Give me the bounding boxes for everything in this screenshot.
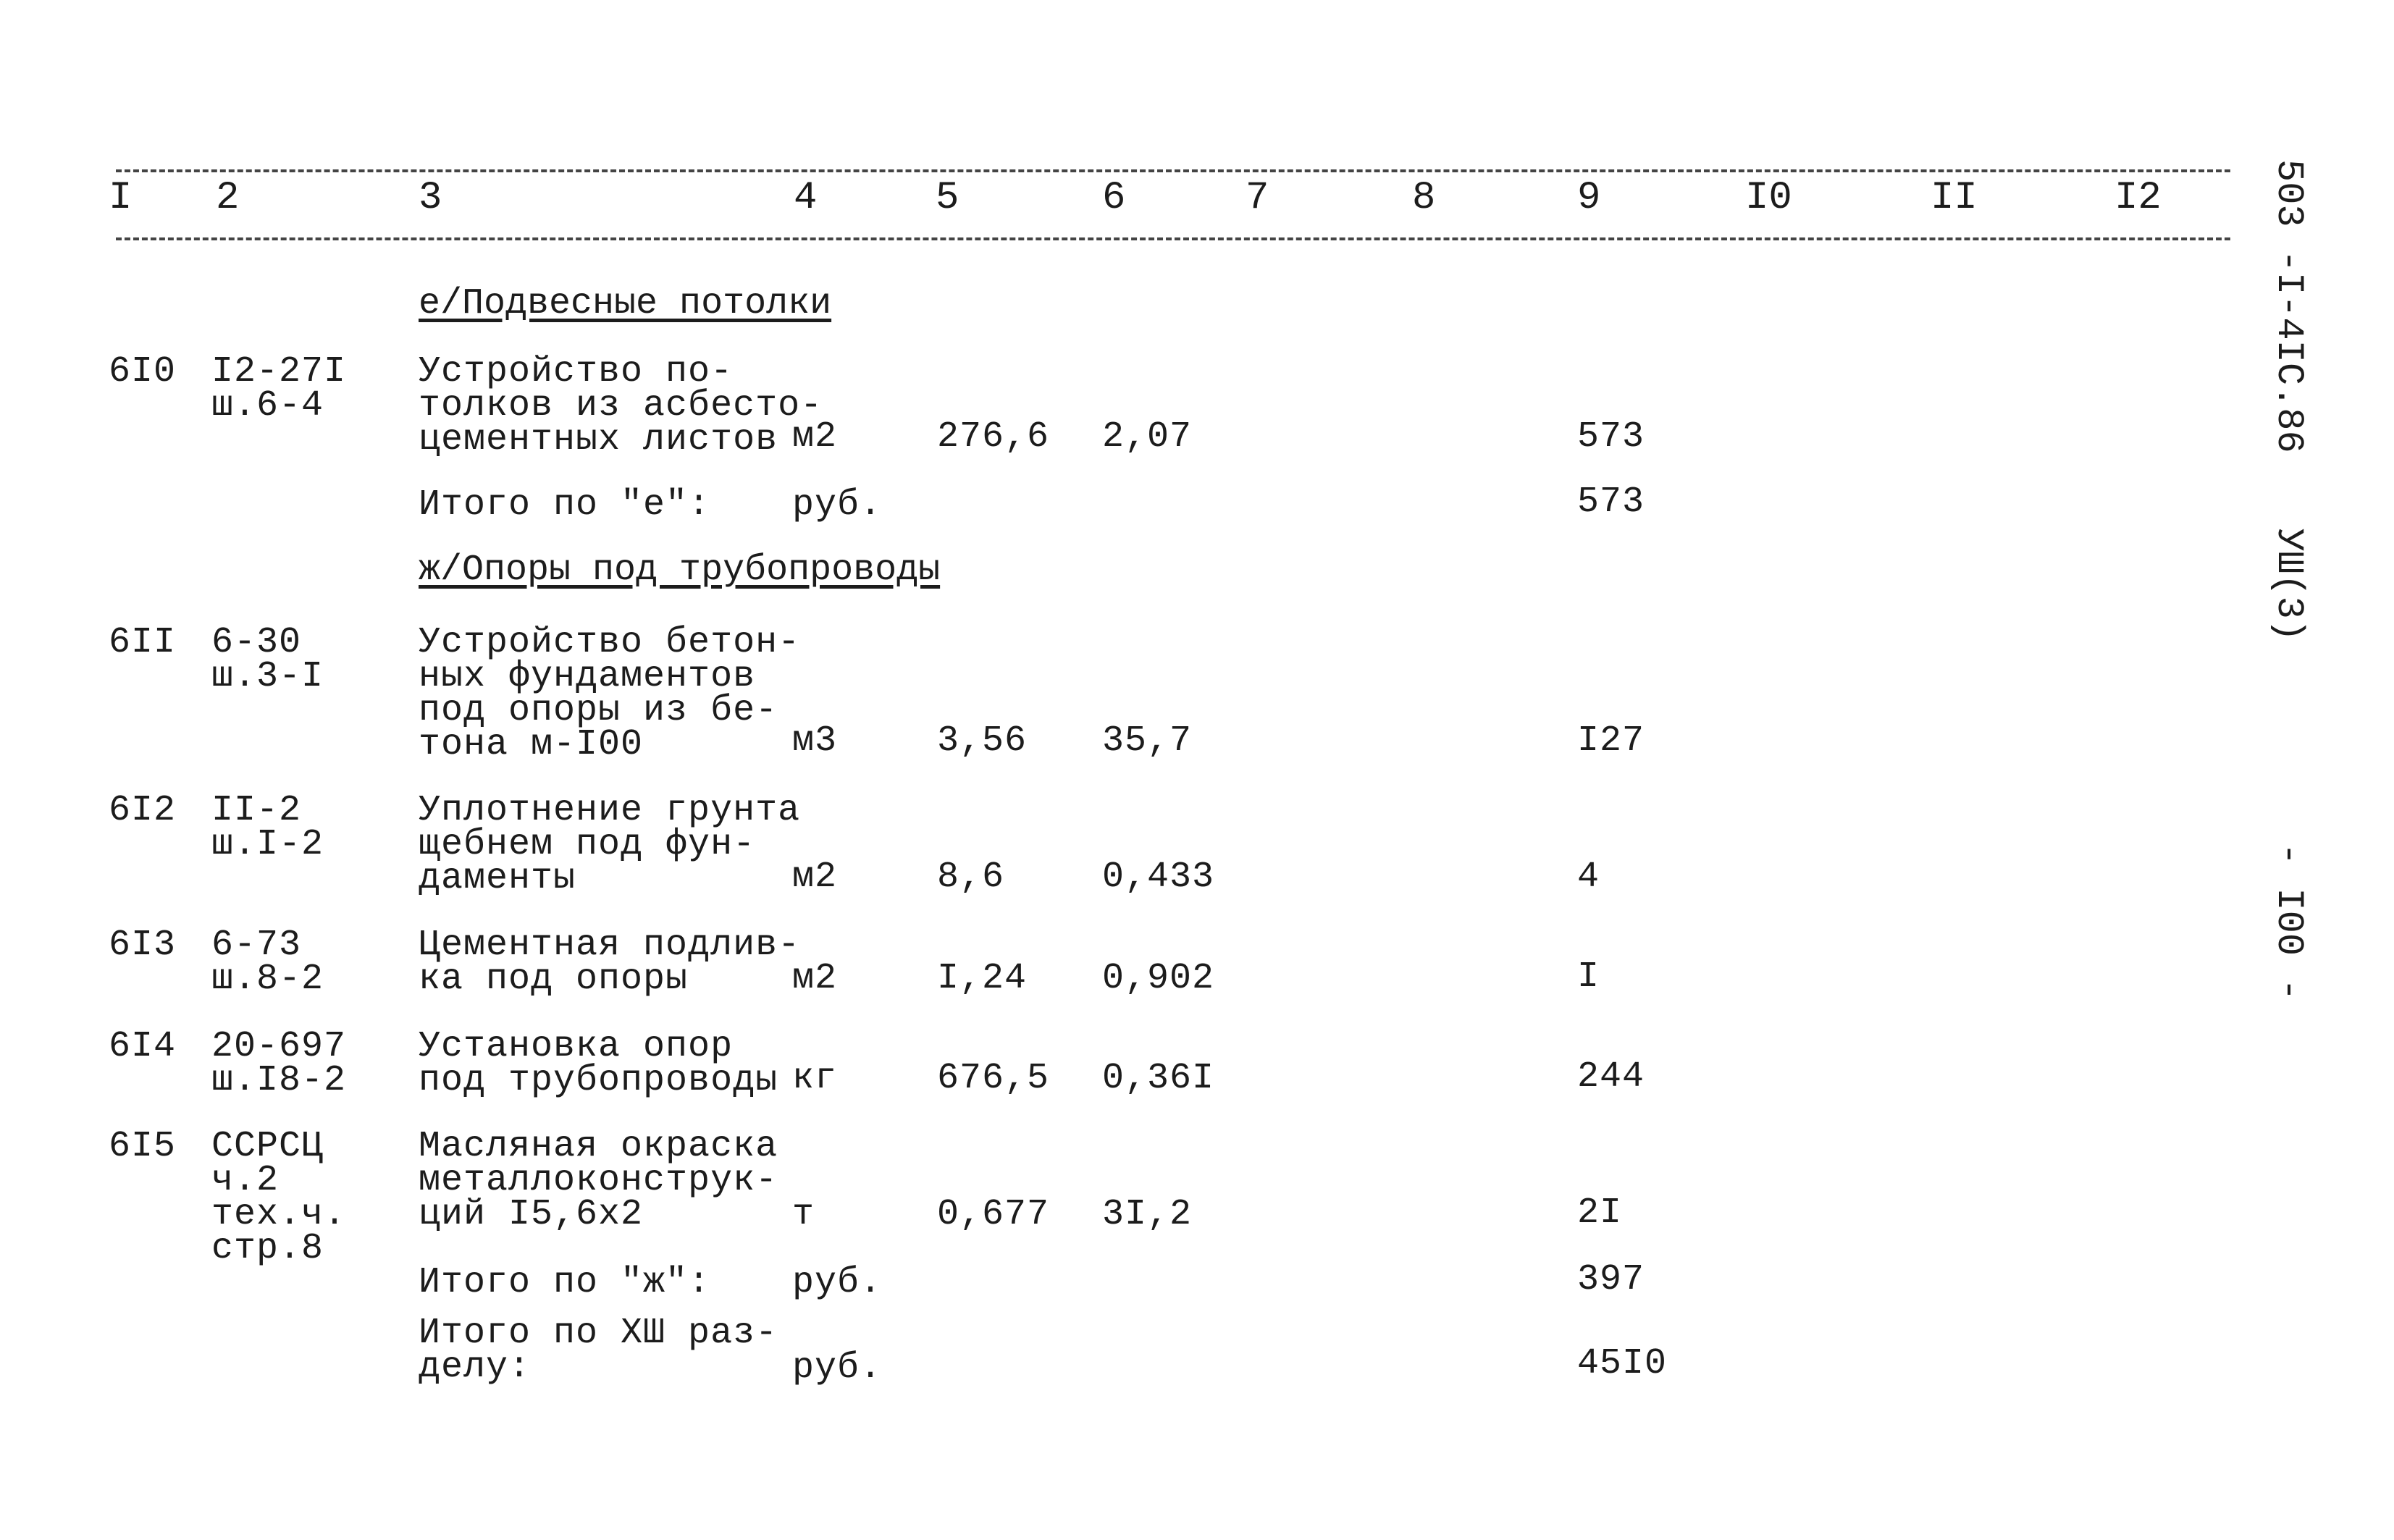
- header-bottom-rule: [116, 237, 2230, 240]
- row-code: 20-697 ш.I8-2: [211, 1026, 347, 1101]
- column-header-10: I0: [1745, 176, 1792, 220]
- row-work: Уплотнение грунта щебнем под фун- даменты: [419, 790, 801, 899]
- row-quantity: 676,5: [937, 1058, 1050, 1099]
- row-code: 6-73 ш.8-2: [211, 925, 324, 1000]
- row-unit-price: 0,36I: [1102, 1058, 1215, 1099]
- row-quantity: 276,6: [937, 416, 1050, 458]
- row-unit: м2: [792, 857, 838, 898]
- row-total: I27: [1577, 720, 1645, 762]
- row-total: I: [1577, 956, 1600, 998]
- row-unit: м2: [792, 958, 838, 999]
- column-header-9: 9: [1577, 176, 1601, 220]
- row-unit-price: 35,7: [1102, 720, 1193, 762]
- document-code-label: 503 -I-4IС.86: [2267, 159, 2310, 453]
- subtotal-label: Итого по "ж":: [419, 1262, 711, 1303]
- row-number: 6I3: [109, 925, 177, 966]
- row-unit: м2: [792, 416, 838, 458]
- column-header-11: II: [1931, 176, 1978, 220]
- row-work: Масляная окраска металлоконструк- ций I5,6х2: [419, 1126, 778, 1235]
- grand-total-value: 45I0: [1577, 1343, 1668, 1384]
- column-header-1: I: [109, 176, 133, 220]
- row-unit-price: 3I,2: [1102, 1194, 1193, 1235]
- column-header-8: 8: [1412, 176, 1436, 220]
- page-number-label: - I00 -: [2267, 843, 2310, 1001]
- column-header-2: 2: [216, 176, 240, 220]
- row-unit: кг: [792, 1058, 838, 1099]
- row-unit-price: 2,07: [1102, 416, 1193, 458]
- grand-total-label: Итого по ХШ раз- делу:: [419, 1313, 778, 1388]
- row-work: Установка опор под трубопроводы: [419, 1026, 778, 1101]
- column-header-3: 3: [419, 176, 442, 220]
- row-quantity: 3,56: [937, 720, 1028, 762]
- subtotal-label: Итого по "е":: [419, 484, 711, 526]
- section-title: е/Подвесные потолки: [419, 283, 832, 324]
- section-title: ж/Опоры под трубопроводы: [419, 550, 941, 591]
- row-total: 244: [1577, 1056, 1645, 1098]
- row-number: 6II: [109, 622, 177, 663]
- subtotal-value: 397: [1577, 1259, 1645, 1300]
- album-label: УШ(3): [2267, 529, 2310, 642]
- row-work: Устройство по- толков из асбесто- цементных листов: [419, 351, 823, 460]
- column-header-5: 5: [936, 176, 959, 220]
- header-top-rule: [116, 169, 2230, 172]
- row-code: 6-30 ш.3-I: [211, 622, 324, 697]
- row-number: 6I4: [109, 1026, 177, 1067]
- row-number: 6I2: [109, 790, 177, 831]
- subtotal-value: 573: [1577, 481, 1645, 523]
- row-quantity: 0,677: [937, 1194, 1050, 1235]
- row-total: 2I: [1577, 1192, 1623, 1234]
- subtotal-unit: руб.: [792, 484, 883, 526]
- row-work: Цементная подлив- ка под опоры: [419, 925, 801, 1000]
- row-unit: м3: [792, 720, 838, 762]
- row-unit-price: 0,902: [1102, 958, 1215, 999]
- row-number: 6I5: [109, 1126, 177, 1167]
- column-header-7: 7: [1246, 176, 1269, 220]
- row-work: Устройство бетон- ных фундаментов под опоры из бе- тона м-I00: [419, 622, 801, 765]
- subtotal-unit: руб.: [792, 1262, 883, 1303]
- row-code: ССРСЦ ч.2 тех.ч. стр.8: [211, 1126, 347, 1269]
- row-unit: т: [792, 1194, 815, 1235]
- row-quantity: 8,6: [937, 857, 1005, 898]
- row-code: II-2 ш.I-2: [211, 790, 324, 865]
- row-number: 6I0: [109, 351, 177, 392]
- row-code: I2-27I ш.6-4: [211, 351, 347, 426]
- column-header-12: I2: [2114, 176, 2162, 220]
- row-quantity: I,24: [937, 958, 1028, 999]
- grand-total-unit: руб.: [792, 1347, 883, 1389]
- column-header-4: 4: [794, 176, 818, 220]
- column-header-6: 6: [1102, 176, 1126, 220]
- row-total: 4: [1577, 857, 1600, 898]
- row-total: 573: [1577, 416, 1645, 458]
- row-unit-price: 0,433: [1102, 857, 1215, 898]
